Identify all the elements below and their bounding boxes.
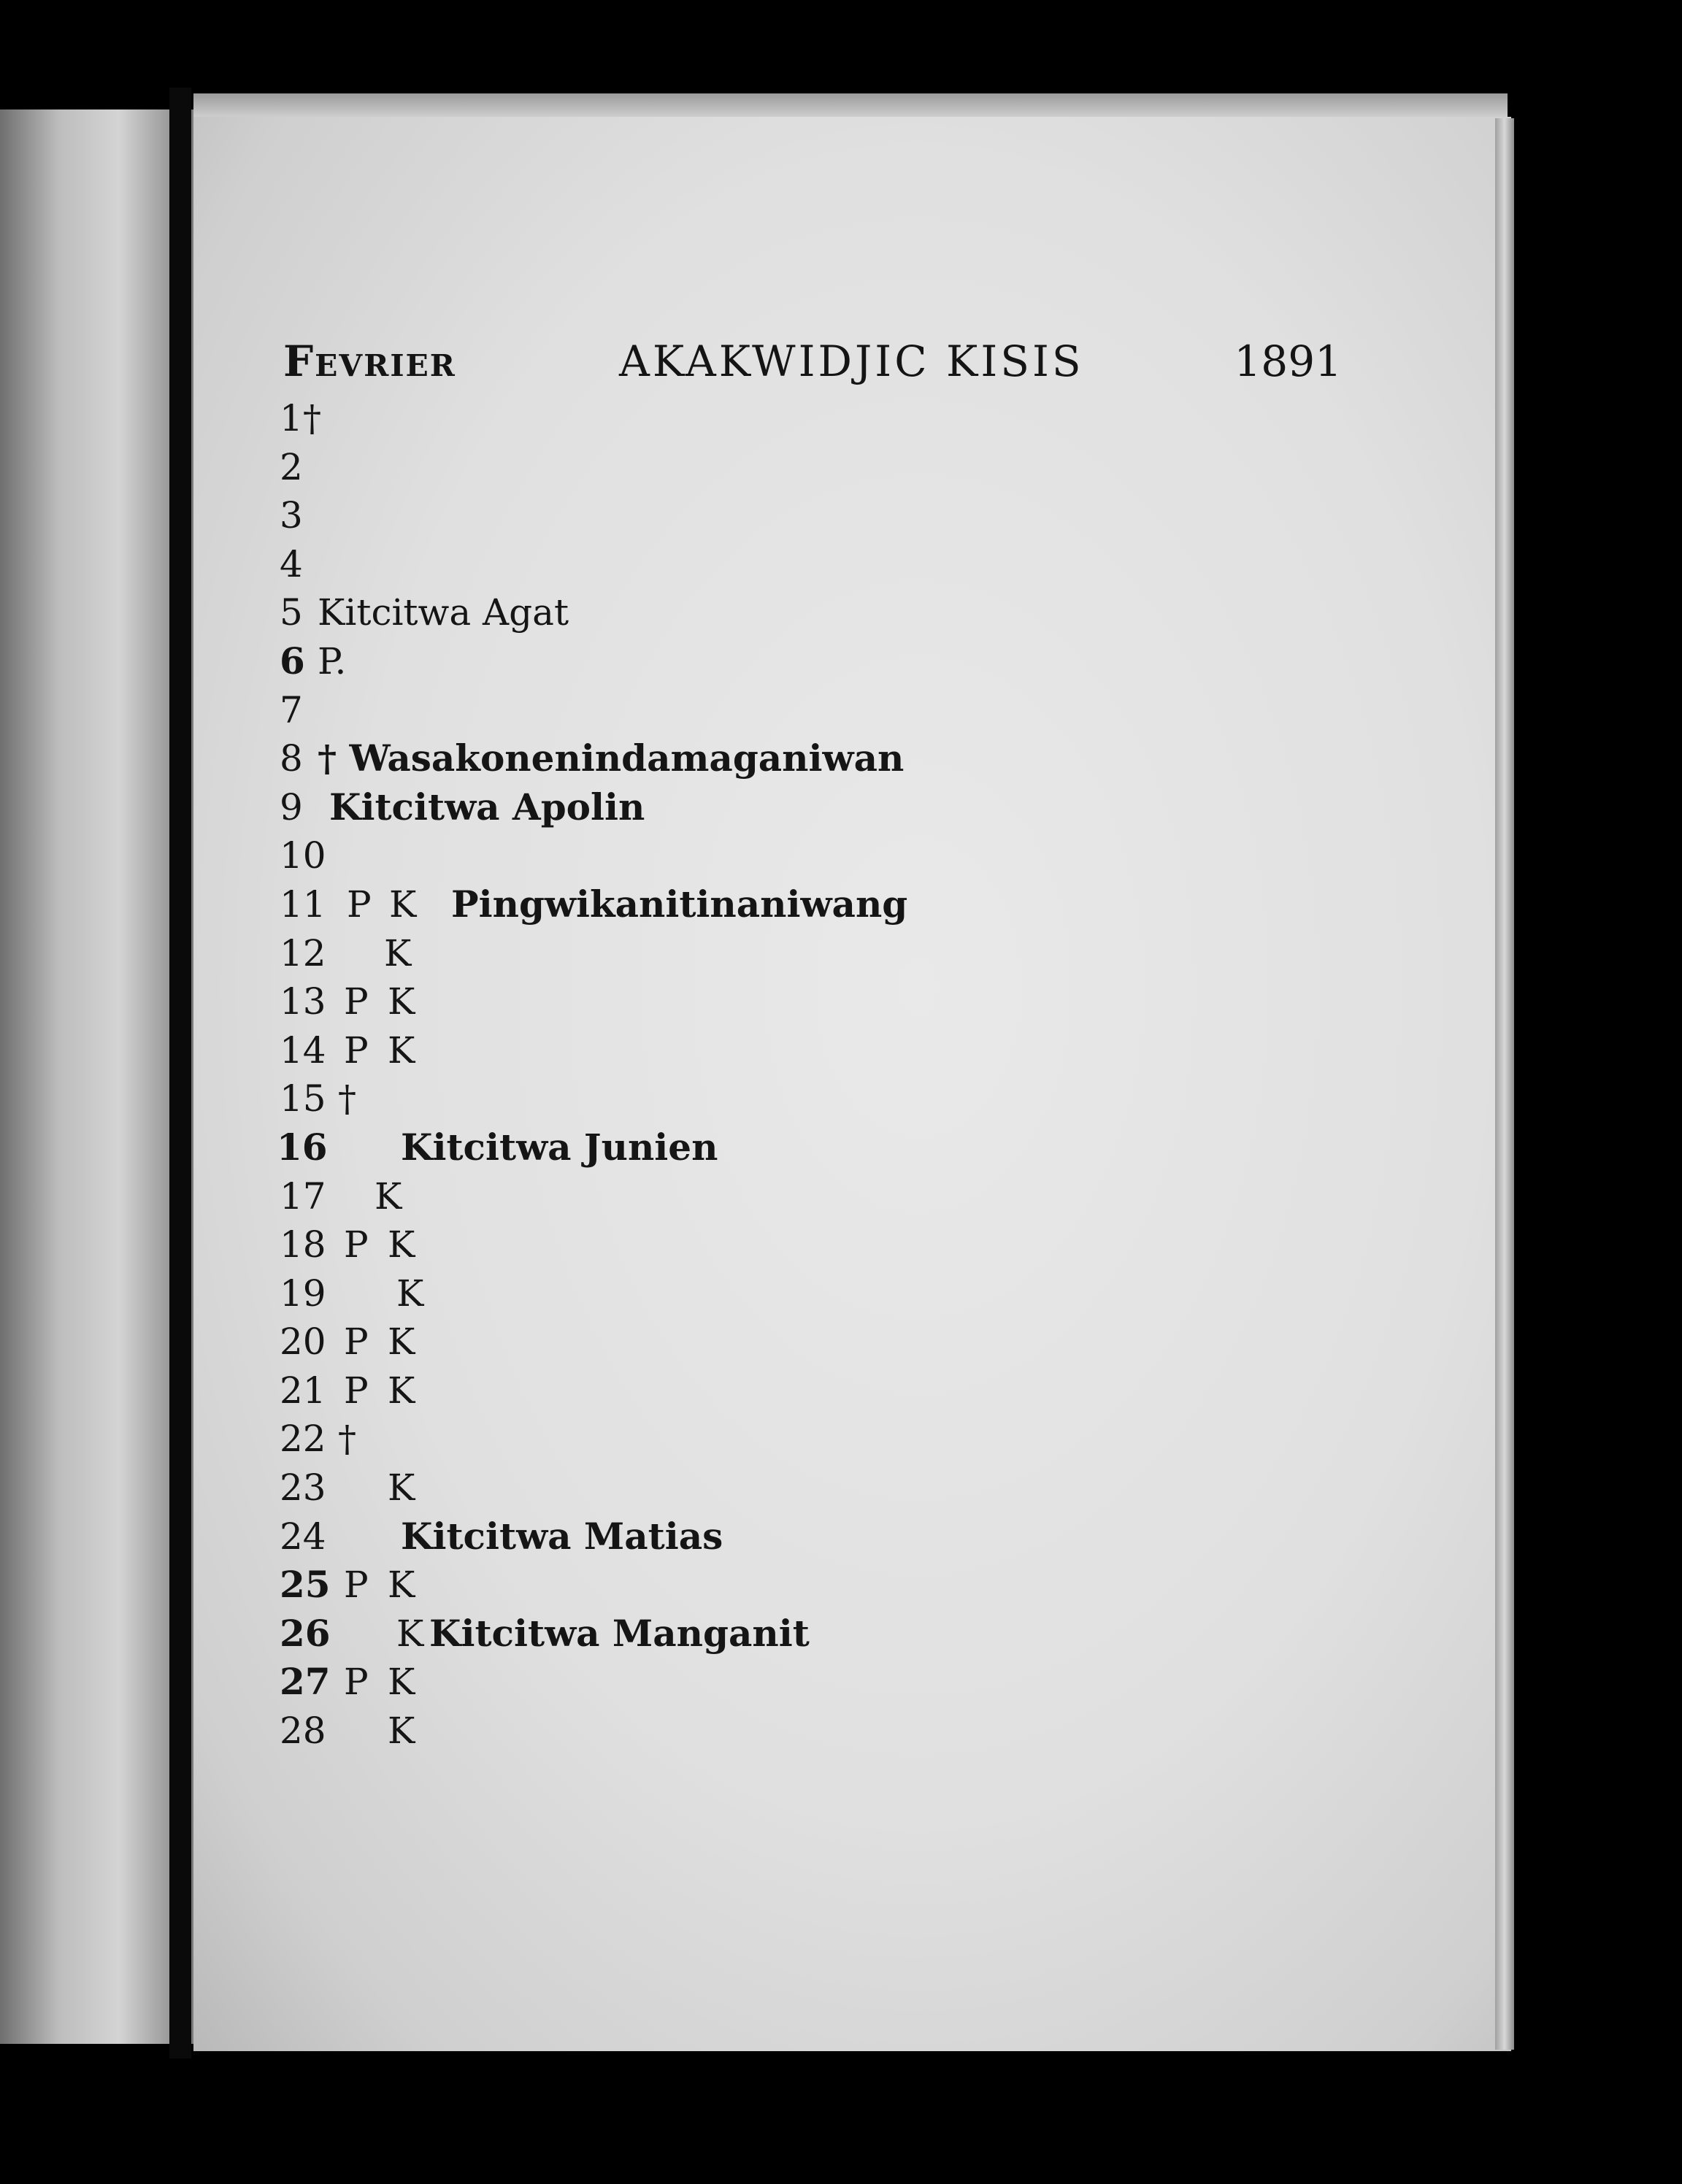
day-number: 2 xyxy=(280,445,303,488)
day-entry xyxy=(280,1707,1375,1756)
saint-name: Kitcitwa Agat xyxy=(318,591,569,634)
p-mark: P xyxy=(344,1661,369,1704)
k-mark: K xyxy=(384,931,412,974)
day-entry xyxy=(280,540,1375,589)
k-mark: K xyxy=(388,1466,415,1510)
k-mark: K xyxy=(388,1320,415,1364)
day-number: 6 xyxy=(280,639,305,682)
day-entry xyxy=(280,1269,1375,1318)
day-number: 19 xyxy=(280,1272,326,1315)
k-mark: K xyxy=(388,980,415,1023)
day-number: 23 xyxy=(280,1466,326,1510)
p-mark: P xyxy=(344,1028,369,1072)
k-mark: K xyxy=(388,1223,415,1266)
day-number: 16 xyxy=(277,1125,328,1169)
day-entry xyxy=(280,880,1375,929)
day-entry xyxy=(280,1561,1375,1610)
k-mark: K xyxy=(388,1028,415,1072)
day-number: 10 xyxy=(280,834,326,877)
day-number: 15 xyxy=(280,1077,326,1120)
day-entry xyxy=(280,686,1375,735)
day-entry xyxy=(280,394,1375,443)
p-mark: P xyxy=(344,1369,369,1412)
k-mark: K xyxy=(388,1710,415,1753)
day-number: 12 xyxy=(280,931,326,974)
k-mark: K xyxy=(375,1174,402,1218)
day-number: 9 xyxy=(280,785,303,828)
day-entry xyxy=(277,1123,1375,1172)
day-number: 5 xyxy=(280,591,303,634)
k-mark: K xyxy=(396,1612,424,1655)
day-number: 13 xyxy=(280,980,326,1023)
p-mark: P xyxy=(344,980,369,1023)
day-entry xyxy=(280,977,1375,1026)
day-number: 22 xyxy=(280,1418,326,1461)
p-mark: P xyxy=(347,883,372,926)
page-header xyxy=(283,332,1342,391)
day-number: 25 xyxy=(280,1563,331,1607)
feast-name: † Wasakonenindamaganiwan xyxy=(318,737,905,780)
day-number: 7 xyxy=(280,688,303,731)
day-entry xyxy=(280,1512,1375,1561)
day-number: 26 xyxy=(280,1611,331,1655)
k-mark: K xyxy=(396,1272,424,1315)
day-entry xyxy=(280,831,1375,880)
cross-mark: † xyxy=(338,1077,356,1120)
day-entry xyxy=(280,1318,1375,1366)
day-number: 11 xyxy=(280,883,326,926)
left-page-edge xyxy=(0,109,169,2044)
k-mark: K xyxy=(388,1564,415,1607)
day-entry xyxy=(280,588,1375,637)
saint-name: Kitcitwa Manganit xyxy=(429,1611,810,1655)
cross-mark: † xyxy=(303,397,321,439)
day-entry xyxy=(280,1464,1375,1512)
day-number: 4 xyxy=(280,542,303,585)
day-entry xyxy=(280,1220,1375,1269)
cross-mark: † xyxy=(338,1418,356,1461)
day-entry xyxy=(280,734,1375,783)
feast-name: Pingwikanitinaniwang xyxy=(451,882,908,926)
day-number: 17 xyxy=(280,1174,326,1218)
page-right-edge xyxy=(1495,118,1514,2050)
page-top-edge xyxy=(193,93,1508,120)
day-number: 28 xyxy=(280,1710,326,1753)
day-entry xyxy=(280,443,1375,492)
page-title: AKAKWIDJIC KISIS xyxy=(619,337,1084,386)
p-mark: P xyxy=(344,1564,369,1607)
day-entry xyxy=(280,1172,1375,1221)
day-entry xyxy=(280,1366,1375,1415)
day-number: 18 xyxy=(280,1223,326,1266)
saint-name: Kitcitwa Apolin xyxy=(329,785,645,828)
day-entry xyxy=(280,1026,1375,1075)
k-mark: K xyxy=(389,883,417,926)
saint-name: Kitcitwa Junien xyxy=(401,1125,718,1169)
day-entry xyxy=(280,1074,1375,1123)
day-number: 21 xyxy=(280,1369,326,1412)
p-mark: P xyxy=(344,1223,369,1266)
day-entry xyxy=(280,1415,1375,1464)
k-mark: K xyxy=(388,1369,415,1412)
book-gutter xyxy=(169,88,191,2058)
day-number: 3 xyxy=(280,494,303,537)
entry-note: P. xyxy=(318,639,347,682)
year-label: 1891 xyxy=(1234,337,1342,386)
day-number: 24 xyxy=(280,1515,326,1558)
day-number: 1 xyxy=(280,397,303,439)
day-entry xyxy=(280,1658,1375,1707)
day-entry xyxy=(280,929,1375,978)
day-entry xyxy=(280,1610,1375,1658)
day-number: 14 xyxy=(280,1028,326,1072)
k-mark: K xyxy=(388,1661,415,1704)
day-number: 27 xyxy=(280,1660,331,1704)
saint-name: Kitcitwa Matias xyxy=(401,1514,723,1558)
day-entry xyxy=(280,491,1375,540)
p-mark: P xyxy=(344,1320,369,1364)
day-entry xyxy=(280,783,1375,832)
day-number: 20 xyxy=(280,1320,326,1364)
day-number: 8 xyxy=(280,737,303,780)
day-entry xyxy=(280,637,1375,686)
month-label: Fevrier xyxy=(283,337,456,386)
calendar-entries xyxy=(277,394,1375,1756)
